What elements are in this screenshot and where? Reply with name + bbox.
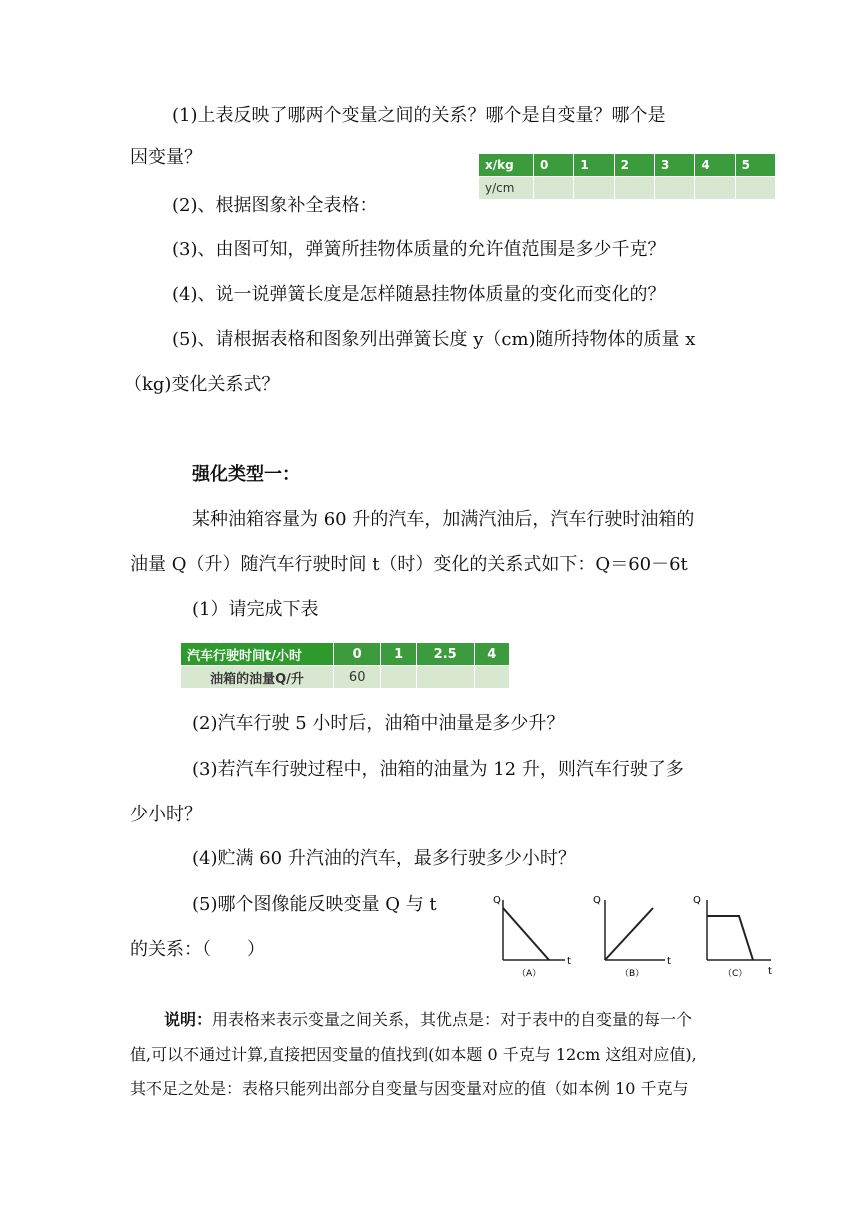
graph-c-x-label: t [768, 966, 772, 977]
fuel-table-header-cell: 汽车行驶时间t/小时 [181, 643, 334, 666]
graph-c-caption: （C） [723, 969, 748, 979]
fuel-table-cell: 60 [334, 666, 381, 689]
part2-question-5-line-a: (5)哪个图像能反映变量 Q 与 t [192, 894, 437, 915]
part2-question-5-line-b: 的关系：（ ） [130, 939, 265, 960]
spring-table-header-cell: 2 [614, 154, 654, 177]
spring-table-cell: y/cm [479, 177, 534, 200]
graph-a-line [503, 908, 549, 960]
part2-question-2: (2)汽车行驶 5 小时后，油箱中油量是多少升？ [192, 713, 565, 734]
question-4: (4)、说一说弹簧长度是怎样随悬挂物体质量的变化而变化的？ [172, 284, 666, 305]
part2-question-1: (1）请完成下表 [192, 599, 319, 620]
fuel-table-value-row [181, 666, 510, 689]
graph-a[interactable] [485, 888, 575, 980]
fuel-table-cell[interactable] [474, 666, 509, 689]
fuel-table-header-cell: 0 [334, 643, 381, 666]
spring-table-header-cell: x/kg [479, 154, 534, 177]
spring-table-cell[interactable] [534, 177, 574, 200]
note-line-a [164, 1008, 692, 1032]
fuel-table-header-cell: 2.5 [416, 643, 474, 666]
spring-table-header-cell: 3 [654, 154, 694, 177]
note-text-a: 用表格来表示变量之间关系，其优点是：对于表中的自变量的每一个 [212, 1010, 693, 1029]
part2-question-4: (4)贮满 60 升汽油的汽车，最多行驶多少小时？ [192, 848, 576, 869]
note-line-c: 其不足之处是：表格只能列出部分自变量与因变量对应的值（如本例 10 千克与 [130, 1079, 689, 1098]
spring-table-cell[interactable] [695, 177, 735, 200]
question-5-line-b: （kg)变化关系式？ [124, 374, 280, 395]
graph-a-caption: （A） [517, 969, 542, 979]
graph-b-caption: （B） [620, 969, 645, 979]
spring-table-header-cell: 1 [574, 154, 614, 177]
graph-c-line [707, 916, 753, 960]
section-heading: 强化类型一： [192, 464, 300, 485]
graph-c[interactable] [683, 888, 778, 980]
note-label: 说明： [164, 1010, 213, 1029]
spring-table-header-row [479, 154, 776, 177]
intro-line-b: 油量 Q（升）随汽车行驶时间 t（时）变化的关系式如下：Q＝60－6t [130, 554, 688, 575]
spring-table [478, 153, 776, 200]
spring-table-header-cell: 4 [695, 154, 735, 177]
spring-table-cell[interactable] [654, 177, 694, 200]
question-1-line-a: (1)上表反映了哪两个变量之间的关系？哪个是自变量？哪个是 [172, 105, 666, 126]
fuel-table-header-row [181, 643, 510, 666]
question-3: (3)、由图可知，弹簧所挂物体质量的允许值范围是多少千克？ [172, 239, 666, 260]
question-2: (2)、根据图象补全表格： [172, 195, 378, 216]
spring-table-header-cell: 5 [735, 154, 775, 177]
graph-a-y-label: Q [493, 895, 501, 906]
spring-table-cell[interactable] [735, 177, 775, 200]
graph-b-x-label: t [667, 956, 671, 967]
fuel-table-cell: 油箱的油量Q/升 [181, 666, 334, 689]
graph-b-line [605, 908, 653, 960]
part2-question-3-line-a: (3)若汽车行驶过程中，油箱的油量为 12 升，则汽车行驶了多 [192, 759, 684, 780]
note-line-b: 值,可以不通过计算,直接把因变量的值找到(如本题 0 千克与 12cm 这组对应值), [130, 1045, 697, 1064]
intro-line-a: 某种油箱容量为 60 升的汽车，加满汽油后，汽车行驶时油箱的 [192, 509, 695, 530]
spring-table-header-cell: 0 [534, 154, 574, 177]
question-5-line-a: (5)、请根据表格和图象列出弹簧长度 y（cm)随所持物体的质量 x [172, 329, 696, 350]
spring-table-cell[interactable] [614, 177, 654, 200]
part2-question-3-line-b: 少小时？ [130, 804, 202, 825]
graph-b[interactable] [585, 888, 675, 980]
fuel-table [180, 642, 510, 689]
graph-c-y-label: Q [693, 895, 701, 906]
graph-a-x-label: t [567, 956, 571, 967]
fuel-table-header-cell: 1 [381, 643, 416, 666]
spring-table-cell[interactable] [574, 177, 614, 200]
fuel-table-header-cell: 4 [474, 643, 509, 666]
fuel-table-cell[interactable] [381, 666, 416, 689]
graph-b-y-label: Q [593, 895, 601, 906]
question-1-line-b: 因变量？ [130, 147, 202, 168]
fuel-table-cell[interactable] [416, 666, 474, 689]
spring-table-value-row [479, 177, 776, 200]
